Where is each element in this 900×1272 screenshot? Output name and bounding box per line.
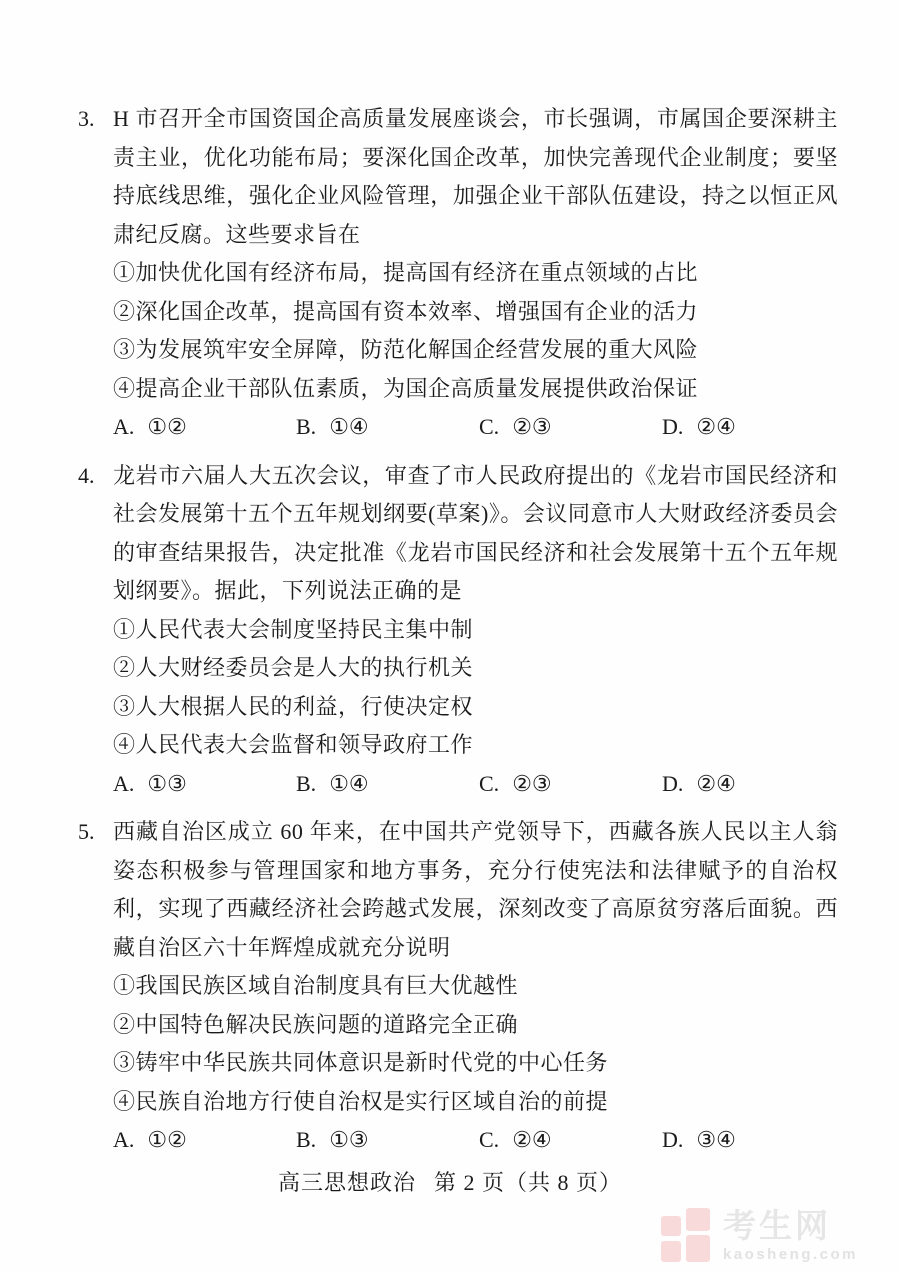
options-row bbox=[113, 765, 838, 804]
option-value: ②④ bbox=[696, 414, 736, 439]
footer-course-title: 高三思想政治 bbox=[277, 1170, 416, 1195]
question-stem: 龙岩市六届人大五次会议，审查了市人民政府提出的《龙岩市国民经济和社会发展第十五个五年规划纲要(草案)》。会议同意市人大财政经济委员会的审查结果报告，决定批准《龙岩市国民经济和社会发展第十五个五年规划纲要》。据此，下列说法正确的是 bbox=[113, 462, 838, 603]
option-value: ②④ bbox=[696, 770, 736, 796]
question-item: ③铸牢中华民族共同体意识是新时代党的中心任务 bbox=[113, 1050, 609, 1075]
option-label: B. bbox=[296, 1127, 317, 1152]
option-c bbox=[479, 408, 662, 447]
question-number: 5. bbox=[78, 819, 95, 844]
option-d bbox=[662, 1121, 736, 1160]
option-d bbox=[662, 408, 736, 447]
option-label: C. bbox=[479, 414, 500, 439]
footer-page-number: 第 2 页（共 8 页） bbox=[434, 1170, 623, 1195]
option-value: ②③ bbox=[512, 414, 552, 439]
option-value: ①④ bbox=[329, 414, 369, 439]
watermark-domain: kaosheng.com bbox=[722, 1245, 858, 1263]
question-body bbox=[113, 813, 838, 1160]
option-a bbox=[113, 1121, 296, 1160]
option-d bbox=[662, 765, 736, 804]
option-value: ①③ bbox=[329, 1127, 369, 1152]
option-value: ①② bbox=[147, 414, 187, 439]
question-item: ④提高企业干部队伍素质，为国企高质量发展提供政治保证 bbox=[113, 375, 699, 401]
option-label: B. bbox=[296, 770, 317, 796]
watermark-text bbox=[722, 1206, 858, 1263]
question-number: 3. bbox=[78, 106, 95, 131]
option-label: D. bbox=[662, 1127, 684, 1152]
option-label: A. bbox=[113, 770, 135, 796]
option-label: D. bbox=[662, 414, 684, 439]
kaosheng-watermark bbox=[655, 1208, 858, 1262]
kaosheng-logo-icon bbox=[655, 1208, 711, 1262]
question-item: ④民族自治地方行使自治权是实行区域自治的前提 bbox=[113, 1088, 609, 1114]
option-a bbox=[113, 408, 296, 447]
question-item: ②中国特色解决民族问题的道路完全正确 bbox=[113, 1011, 519, 1037]
logo-block bbox=[686, 1235, 710, 1262]
question-item: ③为发展筑牢安全屏障，防范化解国企经营发展的重大风险 bbox=[113, 337, 699, 362]
option-b bbox=[296, 1121, 479, 1160]
question-item: ④人民代表大会监督和领导政府工作 bbox=[113, 732, 474, 757]
question-body bbox=[113, 457, 838, 804]
question-item: ②深化国企改革，提高国有资本效率、增强国有企业的活力 bbox=[113, 298, 699, 324]
option-c bbox=[479, 1121, 662, 1160]
question-item: ②人大财经委员会是人大的执行机关 bbox=[113, 655, 474, 680]
question-3 bbox=[78, 100, 838, 447]
option-label: A. bbox=[113, 414, 135, 439]
options-row bbox=[113, 1121, 838, 1160]
option-b bbox=[296, 408, 479, 447]
option-label: D. bbox=[662, 770, 684, 796]
question-number: 4. bbox=[78, 462, 95, 488]
option-value: ③④ bbox=[696, 1127, 736, 1152]
watermark-brand: 考生网 bbox=[722, 1206, 831, 1244]
question-body bbox=[113, 100, 838, 447]
question-item: ①人民代表大会制度坚持民主集中制 bbox=[113, 616, 474, 642]
question-stem: 西藏自治区成立 60 年来，在中国共产党领导下，西藏各族人民以主人翁姿态积极参与管理国家和地方事务，充分行使宪法和法律赋予的自治权利，实现了西藏经济社会跨越式发展，深刻改变了高原贫穷落后面貌。西藏自治区六十年辉煌成就充分说明 bbox=[113, 819, 838, 960]
option-c bbox=[479, 765, 662, 804]
option-value: ②③ bbox=[512, 770, 552, 796]
logo-block bbox=[686, 1208, 710, 1231]
logo-block bbox=[661, 1216, 681, 1236]
question-4 bbox=[78, 457, 838, 804]
option-a bbox=[113, 765, 296, 804]
option-label: A. bbox=[113, 1127, 135, 1152]
options-row bbox=[113, 408, 838, 447]
option-b bbox=[296, 765, 479, 804]
question-stem: H 市召开全市国资国企高质量发展座谈会，市长强调，市属国企要深耕主责主业，优化功能布局；要深化国企改革，加快完善现代企业制度；要坚持底线思维，强化企业风险管理，加强企业干部队伍建设，持之以恒正风肃纪反腐。这些要求旨在 bbox=[113, 106, 838, 247]
option-value: ②④ bbox=[512, 1127, 552, 1152]
question-5 bbox=[78, 813, 838, 1160]
option-value: ①③ bbox=[147, 770, 187, 796]
option-label: B. bbox=[296, 414, 317, 439]
logo-block bbox=[661, 1241, 681, 1262]
option-value: ①② bbox=[147, 1127, 187, 1152]
option-label: C. bbox=[479, 1127, 500, 1152]
question-item: ①加快优化国有经济布局，提高国有经济在重点领域的占比 bbox=[113, 260, 699, 285]
question-item: ①我国民族区域自治制度具有巨大优越性 bbox=[113, 973, 519, 998]
question-item: ③人大根据人民的利益，行使决定权 bbox=[113, 693, 474, 719]
page-footer bbox=[0, 1166, 900, 1197]
option-value: ①④ bbox=[329, 770, 369, 796]
option-label: C. bbox=[479, 770, 500, 796]
